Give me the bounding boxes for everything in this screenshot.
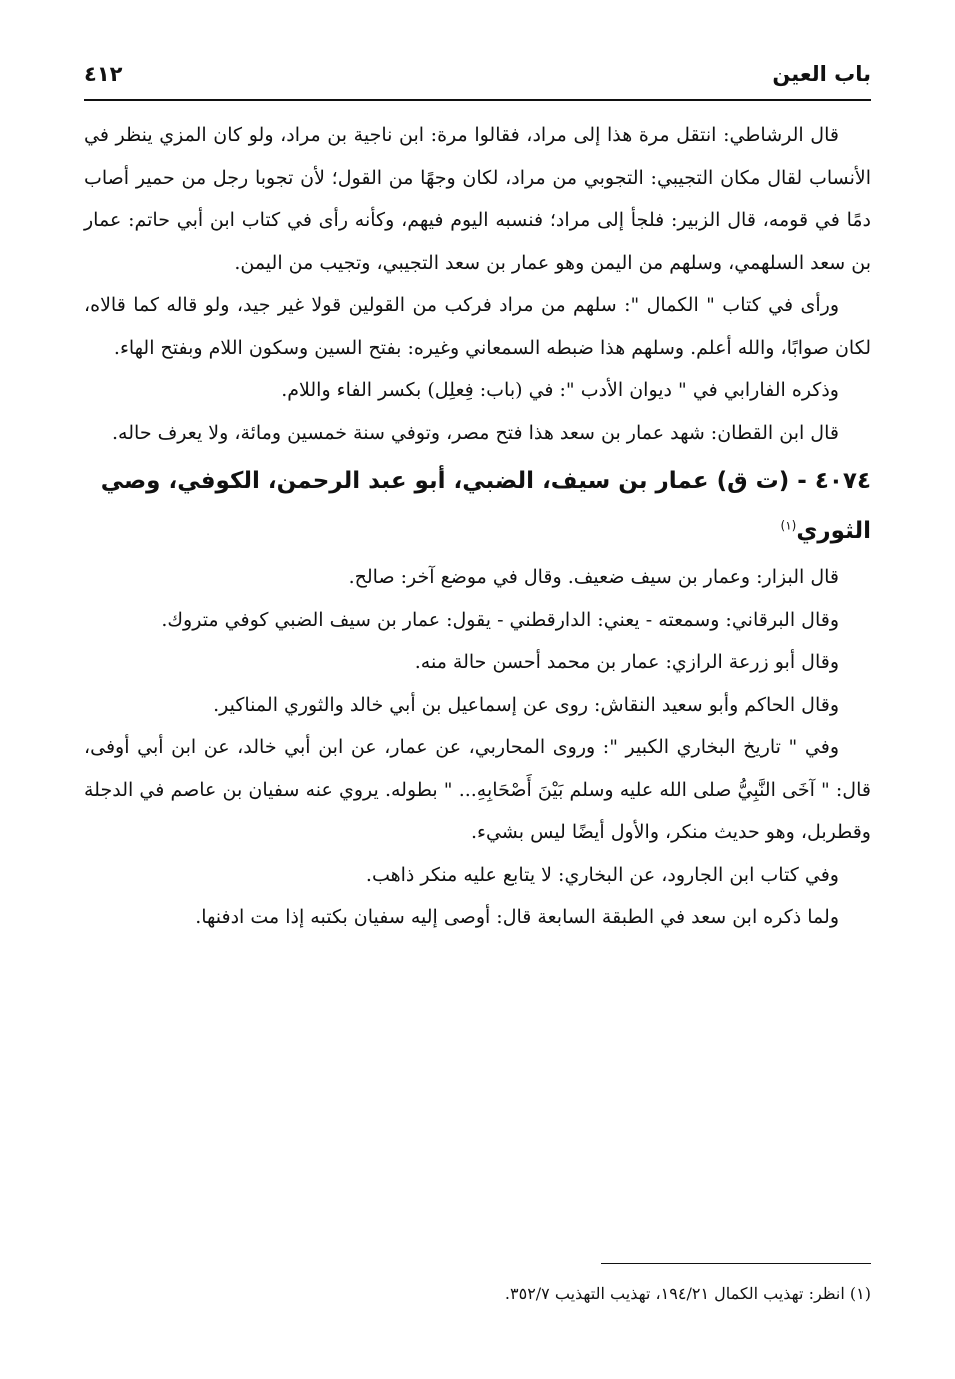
header-rule xyxy=(84,99,871,101)
entry-heading-text: ٤٠٧٤ - (ت ق) عمار بن سيف، الضبي، أبو عبد الرحمن، الكوفي، وصي الثوري xyxy=(100,468,871,544)
section-title: باب العين xyxy=(772,62,871,86)
footnote-marker: (١) xyxy=(780,518,797,533)
page-number: ٤١٢ xyxy=(84,62,123,86)
paragraph: ورأى في كتاب " الكمال ": سلهم من مراد فركب من القولين قولا غير جيد، ولو قاله كما قالاه، لكان صوابًا، والله أعلم. وسلهم هذا ضبطه السمعاني وغيره: بفتح السين وسكون اللام وبفتح الهاء. xyxy=(84,294,871,359)
paragraph: وفي كتاب ابن الجارود، عن البخاري: لا يتابع عليه منكر ذاهب. xyxy=(365,863,839,886)
paragraph: وقال أبو زرعة الرازي: عمار بن محمد أحسن حالة منه. xyxy=(414,651,839,673)
paragraph: وذكره الفارابي في " ديوان الأدب ": في (باب: فِعلِل) بكسر الفاء واللام. xyxy=(281,379,839,401)
paragraph: قال الرشاطي: انتقل مرة هذا إلى مراد، فقالوا مرة: ابن ناجية بن مراد، ولو كان المزي ينظر في الأنساب لقال مكان التجيبي: التجوبي من مراد، لكان وجهًا من القول؛ لأن تجوبا رجل من حمير أصاب دمًا في قومه، قال الزبير: فلجأ إلى مراد؛ فنسبه اليوم فيهم، وكأنه رأى في كتاب ابن أبي حاتم: عمار بن سعد السلهمي، وسلهم من اليمن وهو عمار بن سعد التجيبي، وتجيب من اليمن. xyxy=(84,124,871,274)
main-text xyxy=(84,114,871,939)
footnote-rule xyxy=(601,1263,871,1264)
paragraph: وقال الحاكم وأبو سعيد النقاش: روى عن إسماعيل بن أبي خالد والثوري المناكير. xyxy=(213,693,839,716)
paragraph: قال البزار: وعمار بن سيف ضعيف. وقال في موضع آخر: صالح. xyxy=(348,566,839,588)
paragraph: وقال البرقاني: وسمعته - يعني: الدارقطني - يقول: عمار بن سيف الضبي كوفي متروك. xyxy=(161,608,839,631)
paragraph: وفي " تاريخ البخاري الكبير ": وروى المحاربي، عن عمار، عن ابن أبي خالد، عن ابن أبي أوفى، قال: " آخَى النَّبِيُّ صلى الله عليه وسلم بَيْنَ أَصْحَابِهِ... " بطوله. يروي عنه سفيان بن عاصم في الدجلة وقطربل، وهو حديث منكر، والأول أيضًا ليس بشيء. xyxy=(84,736,871,843)
paragraph: ولما ذكره ابن سعد في الطبقة السابعة قال: أوصى إليه سفيان بكتبه إذا مت ادفنها. xyxy=(195,906,839,928)
running-header xyxy=(84,62,871,96)
paragraph: قال ابن القطان: شهد عمار بن سعد هذا فتح مصر، وتوفي سنة خمسين ومائة، ولا يعرف حاله. xyxy=(112,421,839,444)
entry-heading xyxy=(84,456,871,556)
footnote: (١) انظر: تهذيب الكمال ١٩٤/٢١، تهذيب التهذيب ٣٥٢/٧. xyxy=(504,1284,871,1303)
